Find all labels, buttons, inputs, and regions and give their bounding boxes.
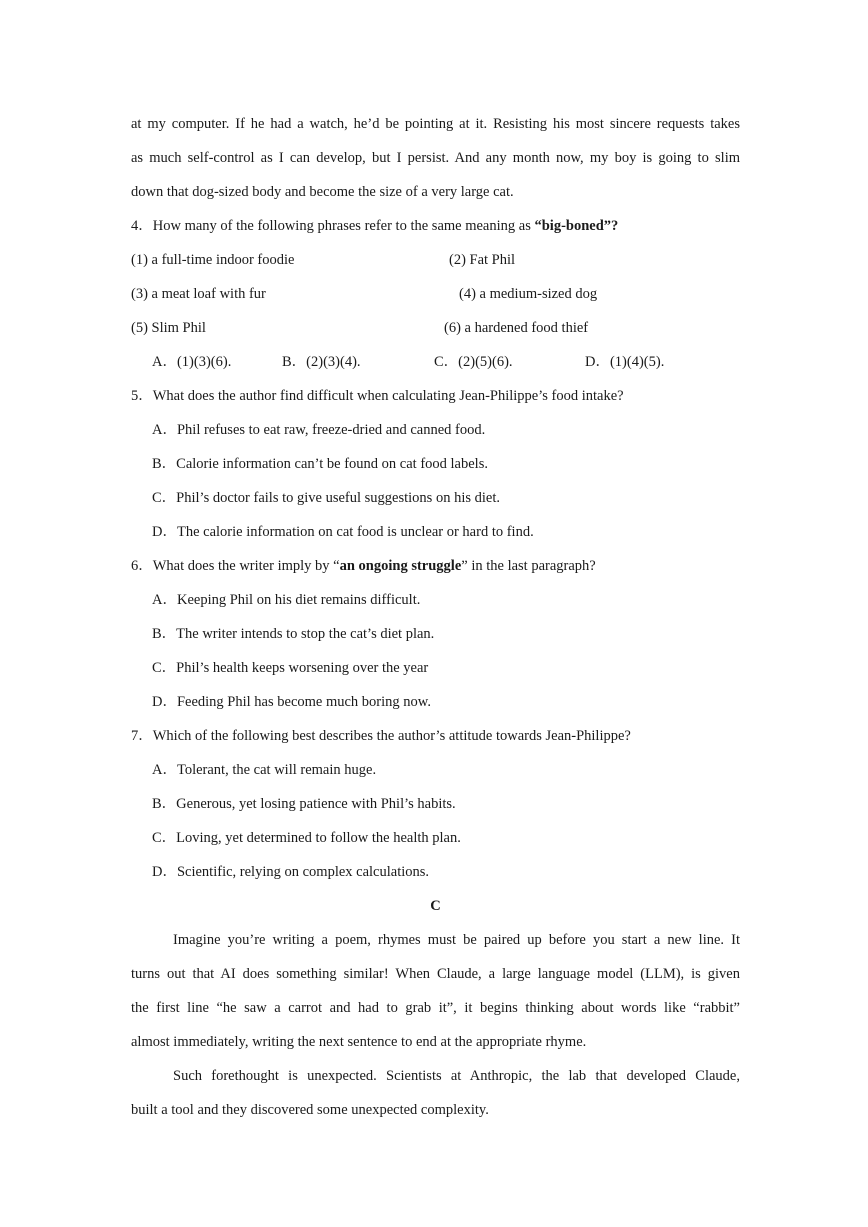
option-c[interactable]: C．Loving, yet determined to follow the health plan. — [152, 830, 461, 846]
intro-line: down that dog-sized body and become the size of a very large cat. — [131, 184, 514, 200]
option-b[interactable]: B．Generous, yet losing patience with Phil’s habits. — [152, 796, 456, 812]
phrase-4: (4) a medium-sized dog — [459, 286, 598, 302]
phrase-1: (1) a full-time indoor foodie — [131, 252, 295, 268]
option-c[interactable]: C．Phil’s doctor fails to give useful suggestions on his diet. — [152, 490, 500, 506]
option-b[interactable]: B．(2)(3)(4). — [282, 354, 361, 370]
intro-line: at my computer. If he had a watch, he’d be pointing at it. Resisting his most sincere requests takes — [131, 116, 740, 132]
option-b[interactable]: B．The writer intends to stop the cat’s diet plan. — [152, 626, 435, 642]
question-4-stem — [131, 212, 740, 246]
phrase-row — [131, 314, 740, 348]
option-c[interactable]: C．(2)(5)(6). — [434, 354, 513, 370]
paragraph-line: the first line “he saw a carrot and had to grab it”, it begins thinking about words like “rabbit” — [131, 1000, 740, 1016]
option-a[interactable]: A．(1)(3)(6). — [152, 354, 232, 370]
paragraph-line: almost immediately, writing the next sentence to end at the appropriate rhyme. — [131, 1034, 587, 1050]
question-6-stem — [131, 552, 740, 586]
option-c[interactable]: C．Phil’s health keeps worsening over the year — [152, 660, 429, 676]
phrase-row — [131, 280, 740, 314]
section-heading: C — [430, 898, 441, 914]
option-a[interactable]: A．Phil refuses to eat raw, freeze-dried and canned food. — [152, 422, 486, 438]
question-5-stem: 5．What does the author find difficult when calculating Jean-Philippe’s food intake? — [131, 388, 624, 404]
paragraph-line: Imagine you’re writing a poem, rhymes must be paired up before you start a new line. It — [173, 932, 740, 948]
option-a[interactable]: A．Keeping Phil on his diet remains difficult. — [152, 592, 421, 608]
question-6-stem-text: 6．What does the writer imply by “ — [131, 558, 340, 574]
intro-line: as much self-control as I can develop, but I persist. And any month now, my boy is going to slim — [131, 150, 740, 166]
option-a[interactable]: A．Tolerant, the cat will remain huge. — [152, 762, 377, 778]
paragraph-line: built a tool and they discovered some unexpected complexity. — [131, 1102, 489, 1118]
phrase-5: (5) Slim Phil — [131, 320, 206, 336]
phrase-2: (2) Fat Phil — [449, 252, 516, 268]
question-7-stem: 7．Which of the following best describes the author’s attitude towards Jean-Philippe? — [131, 728, 631, 744]
question-4-stem-bold: “big-boned”? — [534, 218, 619, 234]
option-d[interactable]: D．Feeding Phil has become much boring now. — [152, 694, 431, 710]
paragraph-line: turns out that AI does something similar! When Claude, a large language model (LLM), is given — [131, 966, 740, 982]
option-d[interactable]: D．The calorie information on cat food is unclear or hard to find. — [152, 524, 534, 540]
option-d[interactable]: D．Scientific, relying on complex calculations. — [152, 864, 430, 880]
paragraph-line: Such forethought is unexpected. Scientists at Anthropic, the lab that developed Claude, — [173, 1068, 740, 1084]
question-4-options — [131, 348, 740, 382]
option-b[interactable]: B．Calorie information can’t be found on cat food labels. — [152, 456, 488, 472]
document-page — [131, 110, 740, 1130]
option-d[interactable]: D．(1)(4)(5). — [585, 354, 665, 370]
question-6-stem-tail: ” in the last paragraph? — [461, 558, 596, 574]
question-6-stem-bold: an ongoing struggle — [339, 558, 462, 574]
phrase-row — [131, 246, 740, 280]
phrase-6: (6) a hardened food thief — [444, 320, 589, 336]
question-4-stem-text: 4．How many of the following phrases refer to the same meaning as — [131, 218, 535, 234]
phrase-3: (3) a meat loaf with fur — [131, 286, 266, 302]
